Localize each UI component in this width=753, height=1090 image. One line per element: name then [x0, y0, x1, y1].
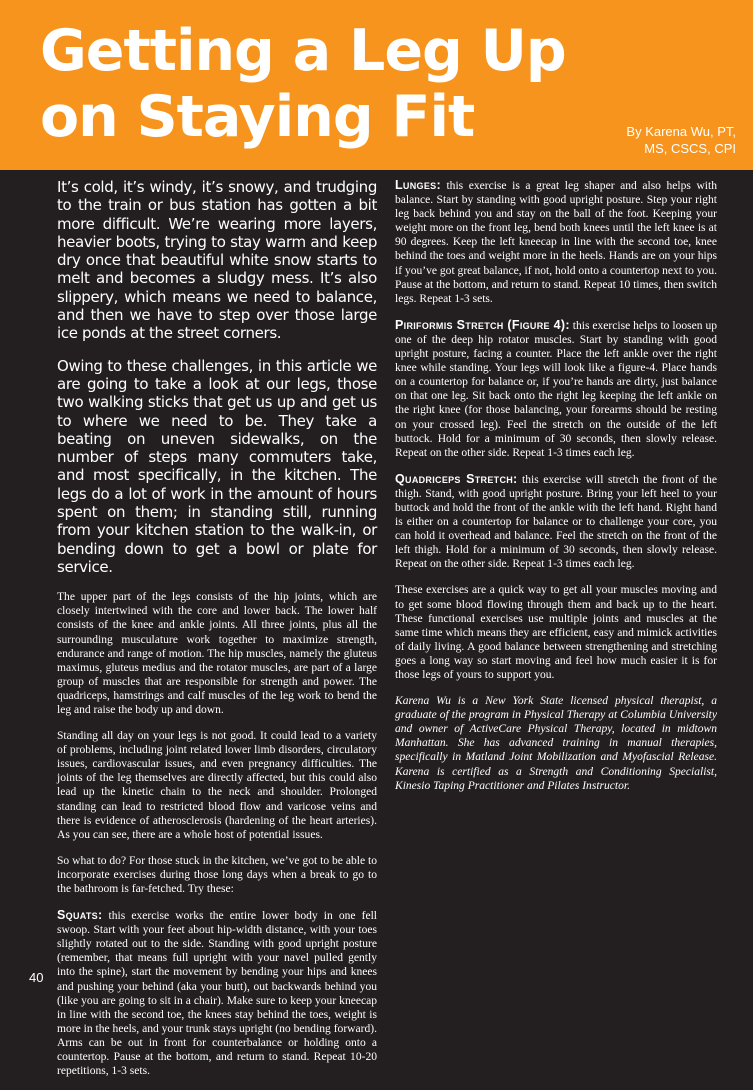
article-title-line-1: Getting a Leg Up [40, 18, 566, 84]
intro-paragraph: It’s cold, it’s windy, it’s snowy, and trudging to the train or bus station has gotten a bit more difficult. We’re wearing more layers, heavier boots, trying to stay warm and keep dry once that beautiful white snow starts to melt and becomes a sludgy mess. It’s also slippery, which means we need to balance, and then we have to step over those large ice ponds at the street corners. [57, 178, 377, 343]
intro-paragraph: Owing to these challenges, in this article we are going to take a look at our legs, those two walking sticks that get us up and get us to where we need to be. They take a beating on uneven sidewalks, on the number of steps many commuters take, and most specifically, in the kitchen. The legs do a lot of work in the amount of hours spent on them; in standing still, running from your kitchen station to the walk-in, or bending down to get a bowl or plate for service. [57, 356, 377, 576]
page-number: 40 [29, 970, 44, 985]
lunges-text: this exercise is a great leg shaper and also helps with balance. Start by standing with good upright posture. Step your right leg back behind you and stay on the ball of the foot. Keeping your weight more on the front leg, bend both knees until the left knee is at 90 degrees. Keep the left kneecap in line with the second toe, knee behind the toes and weight more in the heels. Hands are on your hips if you’ve got great balance, if not, hold onto a countertop next to you. Pause at the bottom, and return to stand. Repeat 10 times, then switch legs. Repeat 1-3 sets. [395, 180, 717, 305]
body-paragraph: So what to do? For those stuck in the kitchen, we’ve got to be able to incorporate exercises during those long days when a break to go to the bathroom is far-fetched. Try these: [57, 854, 377, 896]
byline-line-1: By Karena Wu, PT, [626, 124, 736, 139]
author-bio: Karena Wu is a New York State licensed physical therapist, a graduate of the program in Physical Therapy at Columbia University and owner of ActiveCare Physical Therapy, located in midtown Manhattan. She has advanced training in manual therapies, specifically in Matland Joint Mobilization and Myofascial Release. Karena is certified as a Strength and Conditioning Specialist, Kinesio Taping Practitioner and Pilates Instructor. [395, 695, 717, 792]
author-byline [626, 123, 736, 157]
quadriceps-text: this exercise will stretch the front of the thigh. Stand, with good upright posture. Bring your left heel to your buttock and hold the front of the ankle with the left hand. Right hand is either on a countertop for balance or to challenge your core, you can hold it overhead and balance. Feel the stretch on the front of the left thigh. Hold for a minimum of 30 seconds, then slowly release. Repeat on the other side. Repeat 1-3 times each leg. [395, 473, 717, 571]
body-paragraph: Standing all day on your legs is not good. It could lead to a variety of problems, including joint related lower limb disorders, circulatory issues, cardiovascular issues, and even pregnancy difficulties. The joints of the leg themselves are directly affected, but this could also lead up the kinetic chain to the neck and shoulder. Prolonged standing can lead to restricted blood flow and varicose veins and there is evidence of atherosclerosis (hardening of the heart arteries). As you can see, there are a whole host of potential issues. [57, 730, 377, 841]
lunges-heading: Lunges: [395, 178, 441, 192]
quadriceps-heading: Quadriceps Stretch: [395, 471, 518, 486]
piriformis-heading: Piriformis Stretch (Figure 4): [395, 317, 570, 332]
left-column [57, 178, 377, 1090]
title-banner [0, 0, 753, 170]
lunges-paragraph [395, 178, 717, 306]
closing-paragraph: These exercises are a quick way to get all your muscles moving and to get some blood flowing through them and back up to the heart. These functional exercises use multiple joints and muscles at the same time which means they are efficient, easy and mimick activities of daily living. A good balance between strengthening and stretching goes a long way so start moving and feel how much easier it is for those legs of yours to support you. [395, 584, 717, 681]
article-title-line-2: on Staying Fit [40, 84, 475, 150]
squats-heading: Squats: [57, 908, 103, 923]
piriformis-paragraph [395, 318, 717, 460]
squats-text: this exercise works the entire lower body in one fell swoop. Start with your feet about hip-width distance, with your toes slightly rotated out to the side. Standing with good upright posture (remember, that means full upright with your navel pulled gently into the spine), start the movement by bending your hips and knees and pushing your behind (aka your butt), out backwards behind you (like you are going to sit in a chair). Make sure to keep your kneecap in line with the second toe, the knees stay behind the toes, weight is more in the heels, and your trunk stays upright (no bending forward). Arms can be out in front for counterbalance or holding onto a countertop. Pause at the bottom, and return to stand. Repeat 10-20 repetitions, 1-3 sets. [57, 910, 377, 1078]
quadriceps-paragraph [395, 472, 717, 572]
body-paragraph: The upper part of the legs consists of the hip joints, which are closely intertwined with the core and lower back. The lower half consists of the knee and ankle joints. All three joints, plus all the surrounding musculature work together to maximize strength, endurance and range of motion. The hip muscles, namely the gluteus maximus, gluteus medius and the rotator muscles, are part of a large group of muscles that are responsible for strength and power. The quadriceps, hamstrings and calf muscles of the leg work to bend the leg and raise the body up and down. [57, 591, 377, 716]
byline-line-2: MS, CSCS, CPI [644, 141, 736, 156]
piriformis-text: this exercise helps to loosen up one of the deep hip rotator muscles. Start by standing with good upright posture, facing a counter. Place the left ankle over the right knee while standing. Your legs will look like a figure-4. Place hands on a countertop for balance or, if you’re hands are dirty, just balance on that one leg. Sit back onto the right leg keeping the left ankle on the right knee (for those balancing, your forearms should be resting on your crossed leg). Feel the stretch on the outside of the left buttock. Hold for a minimum of 30 seconds, then slowly release. Repeat on the other side. Repeat 1-3 times each leg. [395, 319, 718, 459]
article-title [40, 18, 600, 150]
squats-paragraph [57, 908, 377, 1078]
right-column [395, 178, 717, 805]
